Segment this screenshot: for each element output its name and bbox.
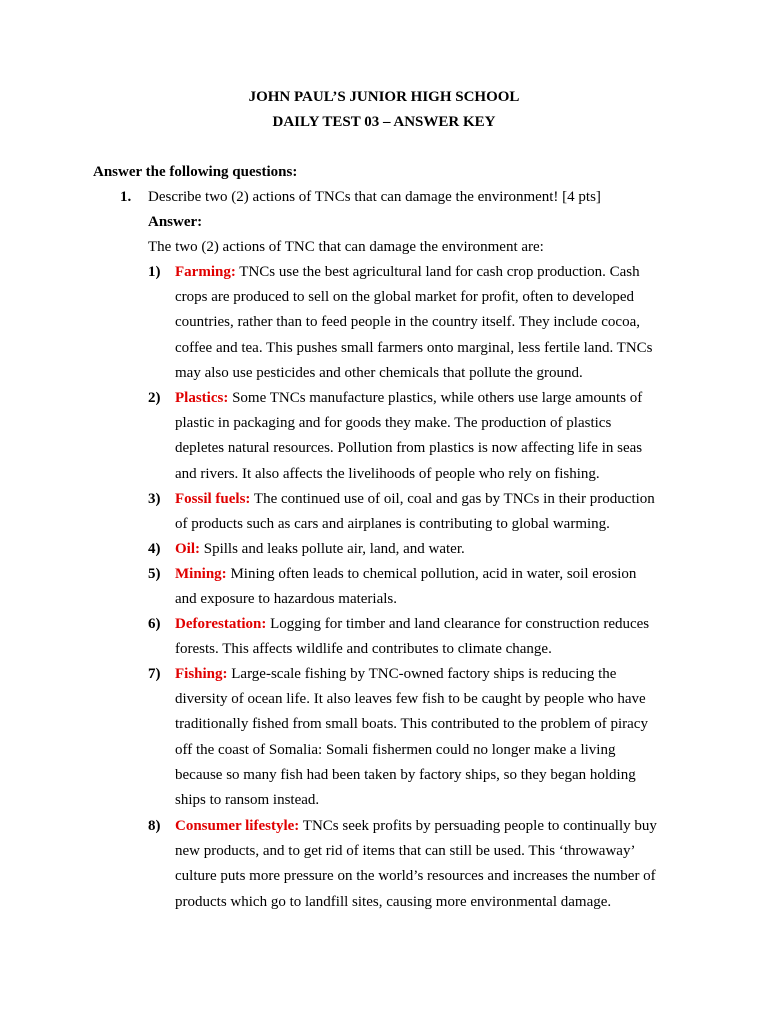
item-line (175, 637, 695, 662)
item-line (175, 562, 695, 587)
item-term: Plastics: (175, 390, 229, 406)
item-text: Mining often leads to chemical pollution, acid in water, soil erosion (226, 566, 637, 582)
item-text: The continued use of oil, coal and gas by TNCs in their production (250, 491, 655, 507)
item-line (175, 662, 695, 687)
question-number: 1. (120, 189, 132, 205)
item-text: and exposure to hazardous materials. (175, 591, 398, 608)
item-number: 8) (148, 818, 161, 834)
item-line (175, 864, 695, 889)
item-number: 6) (148, 616, 161, 632)
item-line (175, 890, 695, 915)
item-text: TNCs seek profits by persuading people to continually buy (299, 818, 657, 834)
item-text: crops are produced to sell on the global market for profit, often to developed (175, 289, 635, 306)
item-text: Spills and leaks pollute air, land, and water. (200, 541, 465, 557)
item-line (175, 361, 695, 386)
item-line (175, 537, 695, 562)
item-number: 1) (148, 264, 161, 280)
item-body (175, 487, 695, 537)
item-text: countries, rather than to feed people in the country itself. They include cocoa, (175, 314, 640, 331)
question-text: Describe two (2) actions of TNCs that can damage the environment! [4 pts] (148, 189, 601, 205)
item-line (175, 336, 695, 361)
test-title: DAILY TEST 03 – ANSWER KEY (272, 114, 496, 130)
item-text: products which go to landfill sites, causing more environmental damage. (175, 893, 612, 910)
item-number: 2) (148, 390, 161, 406)
item-body (175, 260, 695, 386)
item-text: forests. This affects wildlife and contributes to climate change. (175, 641, 552, 658)
item-body (175, 662, 695, 813)
instructions: Answer the following questions: (93, 164, 298, 180)
item-text: Large-scale fishing by TNC-owned factory ships is reducing the (227, 666, 617, 682)
item-text: traditionally fished from small boats. This contributed to the problem of piracy (175, 716, 648, 733)
item-line (175, 386, 695, 411)
item-term: Fossil fuels: (175, 491, 251, 507)
item-number: 7) (148, 666, 161, 682)
item-body (175, 562, 695, 612)
item-line (175, 612, 695, 637)
item-line (175, 487, 695, 512)
item-line (175, 763, 695, 788)
item-text: ships to ransom instead. (175, 792, 320, 809)
school-title: JOHN PAUL’S JUNIOR HIGH SCHOOL (248, 89, 520, 105)
item-term: Oil: (175, 541, 200, 557)
item-line (175, 587, 695, 612)
item-body (175, 612, 695, 662)
item-line (175, 788, 695, 813)
item-term: Deforestation: (175, 616, 267, 632)
answer-intro: The two (2) actions of TNC that can damage the environment are: (148, 239, 544, 255)
item-text: off the coast of Somalia: Somali fishermen could no longer make a living (175, 741, 616, 758)
item-line (175, 436, 695, 461)
item-number: 3) (148, 491, 161, 507)
item-text: and rivers. It also affects the livelihoods of people who rely on fishing. (175, 465, 600, 482)
item-line (175, 712, 695, 737)
item-text: coffee and tea. This pushes small farmers onto marginal, less fertile land. TNCs (175, 339, 653, 356)
item-number: 5) (148, 566, 161, 582)
item-body (175, 814, 695, 915)
item-line (175, 411, 695, 436)
item-line (175, 462, 695, 487)
item-text: of products such as cars and airplanes is contributing to global warming. (175, 516, 610, 533)
item-line (175, 512, 695, 537)
item-line (175, 310, 695, 335)
item-term: Mining: (175, 566, 227, 582)
item-term: Consumer lifestyle: (175, 818, 300, 834)
item-text: may also use pesticides and other chemicals that pollute the ground. (175, 364, 583, 381)
item-text: because so many fish had been taken by factory ships, so they began holding (175, 766, 636, 783)
item-text: diversity of ocean life. It also leaves few fish to be caught by people who have (175, 691, 646, 708)
item-text: Some TNCs manufacture plastics, while others use large amounts of (228, 390, 643, 406)
item-text: culture puts more pressure on the world’s resources and increases the number of (175, 868, 656, 885)
item-text: plastic in packaging and for goods they make. The production of plastics (175, 415, 612, 432)
item-body (175, 537, 695, 562)
item-line (175, 839, 695, 864)
item-term: Farming: (175, 264, 236, 280)
item-text: Logging for timber and land clearance for construction reduces (266, 616, 650, 632)
item-text: depletes natural resources. Pollution from plastics is now affecting life in seas (175, 440, 643, 457)
item-body (175, 386, 695, 487)
item-term: Fishing: (175, 666, 228, 682)
item-number: 4) (148, 541, 161, 557)
item-text: TNCs use the best agricultural land for cash crop production. Cash (235, 264, 640, 280)
item-text: new products, and to get rid of items that can still be used. This ‘throwaway’ (175, 843, 636, 860)
item-line (175, 285, 695, 310)
item-line (175, 738, 695, 763)
item-line (175, 260, 695, 285)
answer-label: Answer: (148, 214, 203, 230)
item-line (175, 687, 695, 712)
item-line (175, 814, 695, 839)
